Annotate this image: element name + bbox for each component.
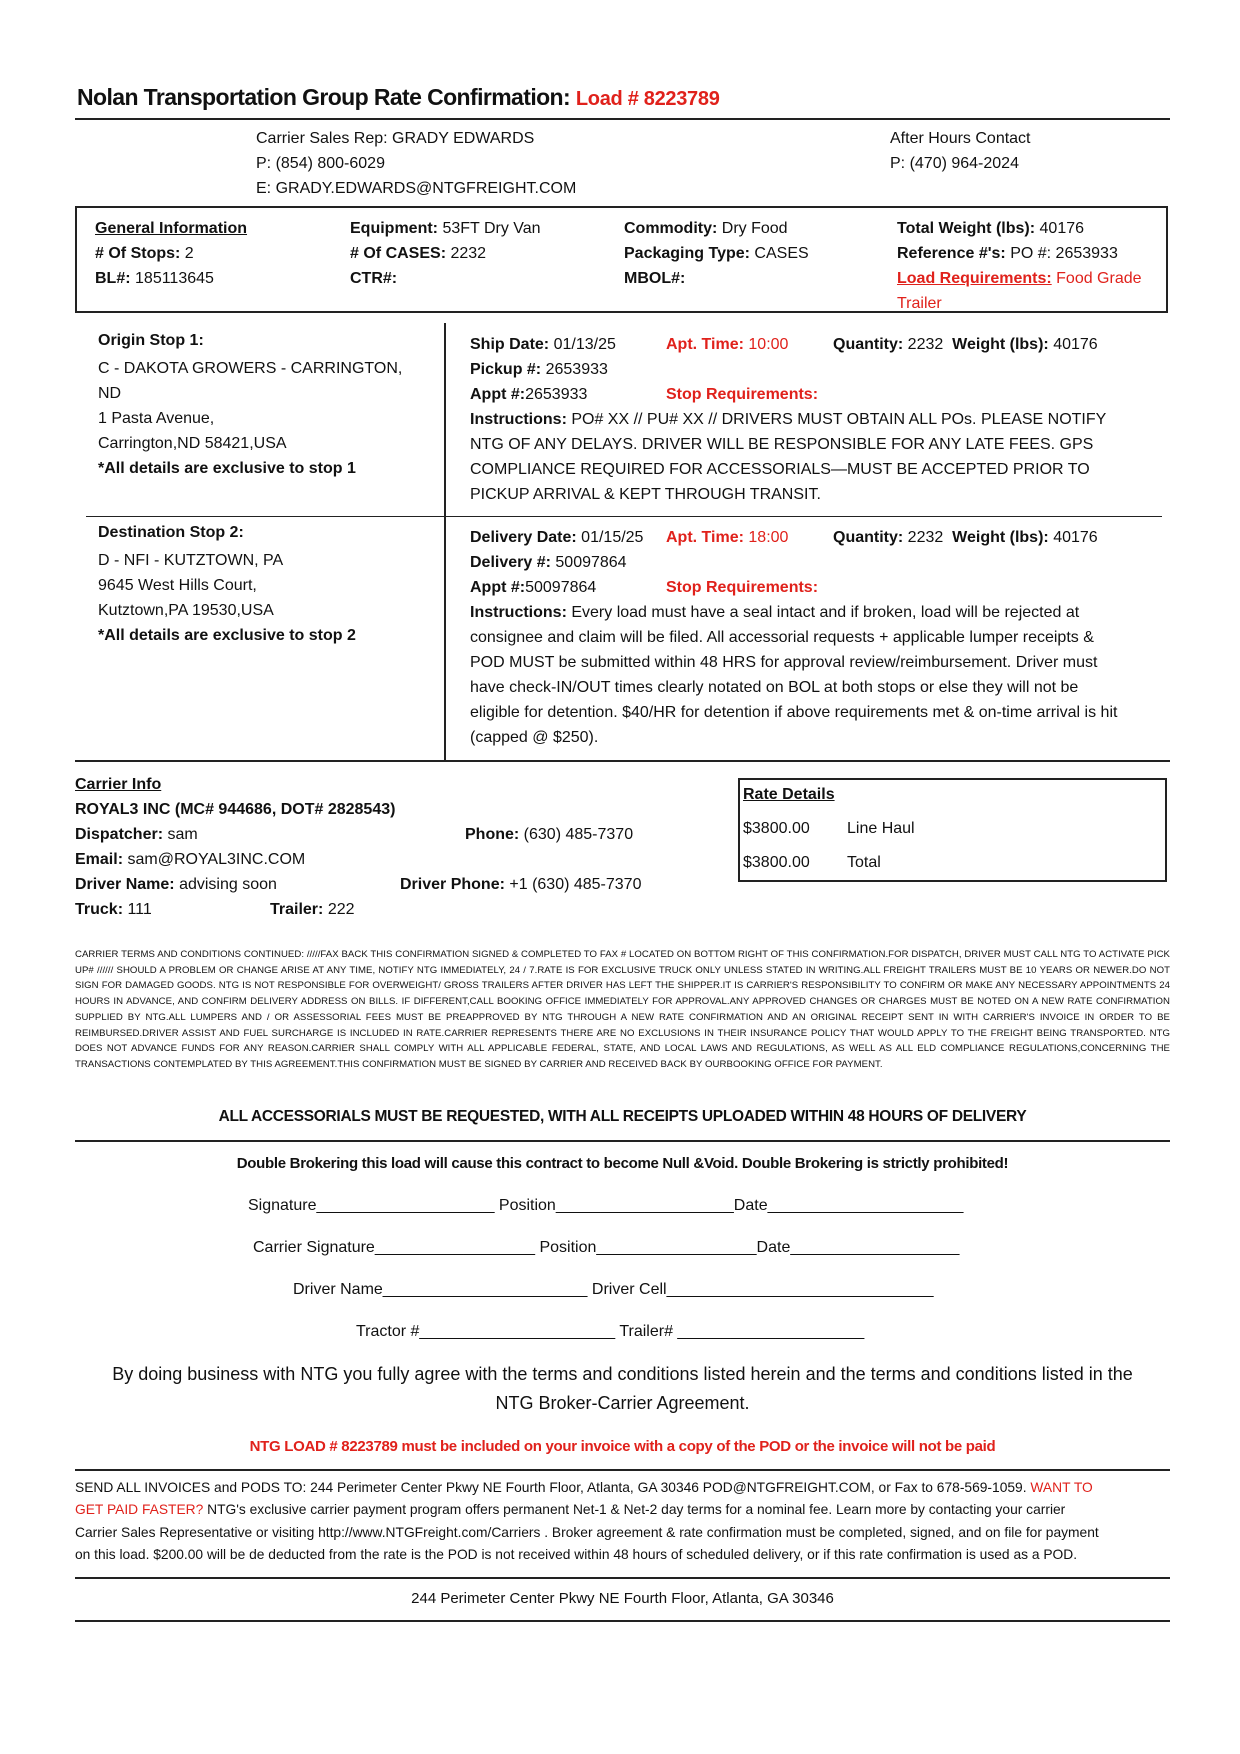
title-load-number: Load # 8223789 — [575, 88, 720, 110]
origin-address: 1 Pasta Avenue, — [98, 410, 215, 427]
reference-value: PO #: 2653933 — [1010, 245, 1118, 262]
origin-stop-details — [470, 332, 1170, 507]
destination-apt-label: Apt. Time: — [666, 529, 744, 546]
sales-rep-contact — [256, 126, 576, 201]
origin-instructions-line: PO# XX // PU# XX // DRIVERS MUST OBTAIN ALL POs. PLEASE NOTIFY — [571, 411, 1107, 428]
bl-label: BL#: — [95, 270, 131, 287]
invoice-line: NTG's exclusive carrier payment program offers permanent Net-1 & Net-2 day terms for a nominal fee. Learn more by contacting your carrier — [207, 1502, 1066, 1518]
driver-phone-label: Driver Phone: — [400, 876, 505, 893]
invoice-line: on this load. $200.00 will be de deducted from the rate is the POD is not received within 48 hours of scheduled delivery, or if this rate confirmation is used as a POD. — [75, 1547, 1078, 1563]
dispatcher-value: sam — [167, 826, 198, 843]
stops-value: 2 — [184, 245, 194, 262]
pickup-number-label: Pickup #: — [470, 361, 542, 378]
bl-value: 185113645 — [135, 270, 214, 287]
stops-divider — [86, 516, 1162, 517]
destination-address: 9645 West Hills Court, — [98, 577, 257, 594]
destination-weight-label: Weight (lbs): — [952, 529, 1049, 546]
carrier-signature-line[interactable]: Carrier Signature__________________ Position__________________Date___________________ — [253, 1239, 960, 1256]
pickup-number-value: 2653933 — [545, 361, 608, 378]
destination-qty-value: 2232 — [907, 529, 944, 546]
title-divider — [75, 118, 1170, 120]
truck — [75, 901, 152, 919]
general-col-3 — [624, 216, 809, 291]
destination-qty-label: Quantity: — [833, 529, 904, 546]
carrier-terms: CARRIER TERMS AND CONDITIONS CONTINUED: /////FAX BACK THIS CONFIRMATION SIGNED & COMPLETED TO FAX # LOCATED ON BOTTOM RIGHT OF THIS CONFIRMATION.FOR DISPATCH, DRIVER MUST CALL NTG TO ACTIVATE PICK UP# ////// SHOULD A PROBLEM OR CHANGE ARISE AT ANY TIME, NOTIFY NTG IMMEDIATELY, 24 / 7.RATE IS FOR EXCLUSIVE TRUCK ONLY UNLESS STATED IN WRITING.ALL FREIGHT TRAILERS MUST BE 10 YEARS OR NEWER.DO NOT SIGN FOR DAMAGED GOODS. NTG IS NOT RESPONSIBLE FOR OVERWEIGHT/ GROSS TRAILERS AFTER DRIVER HAS LEFT THE SHIPPER.IT IS CARRIER'S RESPONSIBILITY TO CONFIRM OR MAKE ANY NECESSARY APPOINTMENTS 24 HOURS IN ADVANCE, AND CONFIRM DELIVERY ADDRESS ON BILLS. IF DIFFERENT,CALL BOOKING OFFICE IMMEDIATELY FOR APPROVAL.ANY APPROVED CHANGES OR CHARGES MUST BE NOTED ON A NEW RATE CONFIRMATION SUPPLIED BY NTG.ALL LUMPERS AND / OR ASSESSORIAL FEES MUST BE PREAPPROVED BY NTG THROUGH A NEW RATE CONFIRMATION AND AN ORIGINAL RECEIPT SENT IN WITH CARRIER'S INVOICE IN ORDER TO BE REIMBURSED.DRIVER ASSIST AND FUEL SURCHARGE IS INCLUDED IN RATE.CARRIER REPRESENTS THERE ARE NO EXCLUSIONS IN THEIR INSURANCE POLICY THAT WOULD APPLY TO THE FREIGHT BEING TRANSPORTED. NTG DOES NOT ADVANCE FUNDS FOR ANY REASON.CARRIER SHALL COMPLY WITH ALL APPLICABLE FEDERAL, STATE, AND LOCAL LAWS AND REGULATIONS, AS WELL AS ALL ELD COMPLIANCE REGULATIONS,CONCERNING THE TRANSACTIONS CONTEMPLATED BY THIS AGREEMENT.THIS CONFIRMATION MUST BE SIGNED BY CARRIER AND RECEIVED BACK BY OURBOOKING OFFICE FOR PAYMENT. — [75, 949, 1170, 1070]
equipment-value: 53FT Dry Van — [442, 220, 541, 237]
trailer-label: Trailer: — [270, 901, 324, 918]
origin-appt-label: Appt #: — [470, 386, 526, 403]
footer-divider-top — [75, 1577, 1170, 1579]
carrier-email — [75, 851, 305, 869]
destination-divider — [444, 516, 446, 760]
delivery-number-label: Delivery #: — [470, 554, 551, 571]
load-requirements-label: Load Requirements: — [897, 270, 1052, 287]
carrier-company: ROYAL3 INC (MC# 944686, DOT# 2828543) — [75, 801, 396, 818]
origin-name-2: ND — [98, 385, 122, 402]
destination-stop-requirements-label: Stop Requirements: — [666, 579, 819, 596]
sales-rep-email: E: GRADY.EDWARDS@NTGFREIGHT.COM — [256, 180, 577, 197]
destination-instructions-line: POD MUST be submitted within 48 HRS for approval review/reimbursement. Driver must — [470, 654, 1098, 671]
line-haul-amount: $3800.00 — [743, 820, 810, 837]
driver-phone-value: +1 (630) 485-7370 — [509, 876, 642, 893]
cases-value: 2232 — [450, 245, 487, 262]
tractor-trailer-line[interactable]: Tractor #______________________ Trailer# _____________________ — [356, 1323, 865, 1340]
packaging-label: Packaging Type: — [624, 245, 750, 262]
origin-instructions-line: NTG OF ANY DELAYS. DRIVER WILL BE RESPONSIBLE FOR ANY LATE FEES. GPS — [470, 436, 1094, 453]
destination-heading: Destination Stop 2: — [98, 524, 244, 541]
general-col-4 — [897, 216, 1167, 316]
origin-apt-label: Apt. Time: — [666, 336, 744, 353]
destination-instructions-line: (capped @ $250). — [470, 729, 599, 746]
footer-divider-bottom — [75, 1620, 1170, 1622]
origin-qty-value: 2232 — [907, 336, 944, 353]
total-weight-label: Total Weight (lbs): — [897, 220, 1036, 237]
mbol-label: MBOL#: — [624, 270, 686, 287]
destination-instructions-label: Instructions: — [470, 604, 567, 621]
rate-details-heading: Rate Details — [743, 786, 835, 803]
origin-note: *All details are exclusive to stop 1 — [98, 460, 356, 477]
total-weight-value: 40176 — [1039, 220, 1085, 237]
driver-name-label: Driver Name: — [75, 876, 175, 893]
carrier-info-heading: Carrier Info — [75, 776, 162, 793]
truck-value: 111 — [127, 901, 152, 918]
reference-label: Reference #'s: — [897, 245, 1006, 262]
packaging-value: CASES — [754, 245, 809, 262]
truck-label: Truck: — [75, 901, 124, 918]
carrier-email-label: Email: — [75, 851, 124, 868]
accessorials-notice: ALL ACCESSORIALS MUST BE REQUESTED, WITH ALL RECEIPTS UPLOADED WITHIN 48 HOURS OF DELIVERY — [218, 1108, 1027, 1125]
origin-appt-value: 2653933 — [525, 386, 588, 403]
notice-divider — [75, 1140, 1170, 1142]
general-col-2 — [350, 216, 541, 291]
origin-divider — [444, 323, 446, 517]
ctr-label: CTR#: — [350, 270, 398, 287]
dispatcher-label: Dispatcher: — [75, 826, 164, 843]
delivery-number-value: 50097864 — [555, 554, 627, 571]
double-brokering-notice: Double Brokering this load will cause this contract to become Null &Void. Double Brokering is strictly prohibited! — [236, 1155, 1009, 1172]
title-main: Nolan Transportation Group Rate Confirmation: — [77, 84, 571, 110]
after-hours-label: After Hours Contact — [890, 130, 1031, 147]
faster-pay-link: GET PAID FASTER? — [75, 1502, 204, 1518]
destination-appt-label: Appt #: — [470, 579, 526, 596]
general-information-box — [75, 206, 1168, 313]
general-col-1 — [95, 216, 247, 291]
carrier-phone-value: (630) 485-7370 — [523, 826, 634, 843]
carrier-phone-label: Phone: — [465, 826, 520, 843]
footer-address: 244 Perimeter Center Pkwy NE Fourth Floor, Atlanta, GA 30346 — [411, 1590, 834, 1607]
carrier-section-divider — [75, 760, 1170, 762]
driver-name-line[interactable]: Driver Name_______________________ Driver Cell______________________________ — [293, 1281, 934, 1298]
destination-note: *All details are exclusive to stop 2 — [98, 627, 356, 644]
general-heading: General Information — [95, 220, 248, 237]
stops-label: # Of Stops: — [95, 245, 181, 262]
agreement-text-2: NTG Broker-Carrier Agreement. — [495, 1393, 750, 1413]
origin-apt-value: 10:00 — [748, 336, 789, 353]
destination-appt-value: 50097864 — [525, 579, 597, 596]
destination-instructions-line: have check-IN/OUT times clearly notated on BOL at both stops or else they will not be — [470, 679, 1079, 696]
trailer — [270, 901, 355, 919]
line-haul-label: Line Haul — [847, 820, 915, 837]
destination-name: D - NFI - KUTZTOWN, PA — [98, 552, 284, 569]
after-hours-contact — [890, 126, 1031, 176]
sales-rep-phone: P: (854) 800-6029 — [256, 155, 385, 172]
destination-weight-value: 40176 — [1053, 529, 1098, 546]
invoice-instructions — [75, 1477, 1175, 1567]
origin-stop-info — [98, 328, 438, 481]
destination-city: Kutztown,PA 19530,USA — [98, 602, 274, 619]
rate-details-box — [738, 778, 1167, 882]
origin-weight-value: 40176 — [1053, 336, 1098, 353]
load-requirements-value-2: Trailer — [897, 295, 942, 312]
origin-stop-requirements-label: Stop Requirements: — [666, 386, 819, 403]
total-label: Total — [847, 854, 881, 871]
equipment-label: Equipment: — [350, 220, 438, 237]
driver-phone — [400, 876, 641, 894]
origin-city: Carrington,ND 58421,USA — [98, 435, 287, 452]
origin-weight-label: Weight (lbs): — [952, 336, 1049, 353]
dispatcher — [75, 826, 198, 844]
carrier-email-value: sam@ROYAL3INC.COM — [127, 851, 306, 868]
driver-name — [75, 876, 277, 894]
ship-date-label: Ship Date: — [470, 336, 550, 353]
destination-stop-info — [98, 520, 438, 648]
carrier-phone — [465, 826, 633, 844]
origin-instructions-line: PICKUP ARRIVAL & KEPT THROUGH TRANSIT. — [470, 486, 821, 503]
origin-name: C - DAKOTA GROWERS - CARRINGTON, — [98, 360, 403, 377]
destination-apt-value: 18:00 — [748, 529, 789, 546]
destination-stop-details — [470, 525, 1170, 750]
load-requirements-value: Food Grade — [1056, 270, 1142, 287]
total-amount: $3800.00 — [743, 854, 810, 871]
destination-instructions-line: eligible for detention. $40/HR for detention if above requirements met & on-time arrival is hit — [470, 704, 1118, 721]
origin-instructions-line: COMPLIANCE REQUIRED FOR ACCESSORIALS—MUST BE ACCEPTED PRIOR TO — [470, 461, 1090, 478]
destination-instructions-line: Every load must have a seal intact and if broken, load will be rejected at — [571, 604, 1080, 621]
invoice-line: Carrier Sales Representative or visiting http://www.NTGFreight.com/Carriers . Broker agreement & rate confirmation must be completed, signed, and on file for payment — [75, 1524, 1099, 1540]
sales-rep-name: Carrier Sales Rep: GRADY EDWARDS — [256, 130, 535, 147]
page-title — [77, 84, 720, 111]
agreement-text-1: By doing business with NTG you fully agree with the terms and conditions listed herein and the terms and conditions listed in the — [112, 1364, 1133, 1384]
cases-label: # Of CASES: — [350, 245, 447, 262]
delivery-date-label: Delivery Date: — [470, 529, 577, 546]
commodity-value: Dry Food — [721, 220, 788, 237]
invoice-notice: NTG LOAD # 8223789 must be included on your invoice with a copy of the POD or the invoice will not be paid — [249, 1438, 996, 1455]
delivery-date-value: 01/15/25 — [581, 529, 644, 546]
ship-date-value: 01/13/25 — [553, 336, 616, 353]
origin-heading: Origin Stop 1: — [98, 332, 204, 349]
invoice-divider — [75, 1469, 1170, 1471]
after-hours-phone: P: (470) 964-2024 — [890, 155, 1019, 172]
invoice-line: SEND ALL INVOICES and PODS TO: 244 Perimeter Center Pkwy NE Fourth Floor, Atlanta, GA 30346 POD@NTGFREIGHT.COM, or Fax to 678-569-1059. — [75, 1480, 1027, 1495]
faster-pay-link: WANT TO — [1030, 1480, 1093, 1495]
trailer-value: 222 — [327, 901, 355, 918]
driver-name-value: advising soon — [179, 876, 277, 893]
commodity-label: Commodity: — [624, 220, 718, 237]
signature-line[interactable]: Signature____________________ Position____________________Date______________________ — [248, 1197, 964, 1214]
destination-instructions-line: consignee and claim will be filed. All accessorial requests + applicable lumper receipts & — [470, 629, 1094, 646]
origin-instructions-label: Instructions: — [470, 411, 567, 428]
origin-qty-label: Quantity: — [833, 336, 904, 353]
